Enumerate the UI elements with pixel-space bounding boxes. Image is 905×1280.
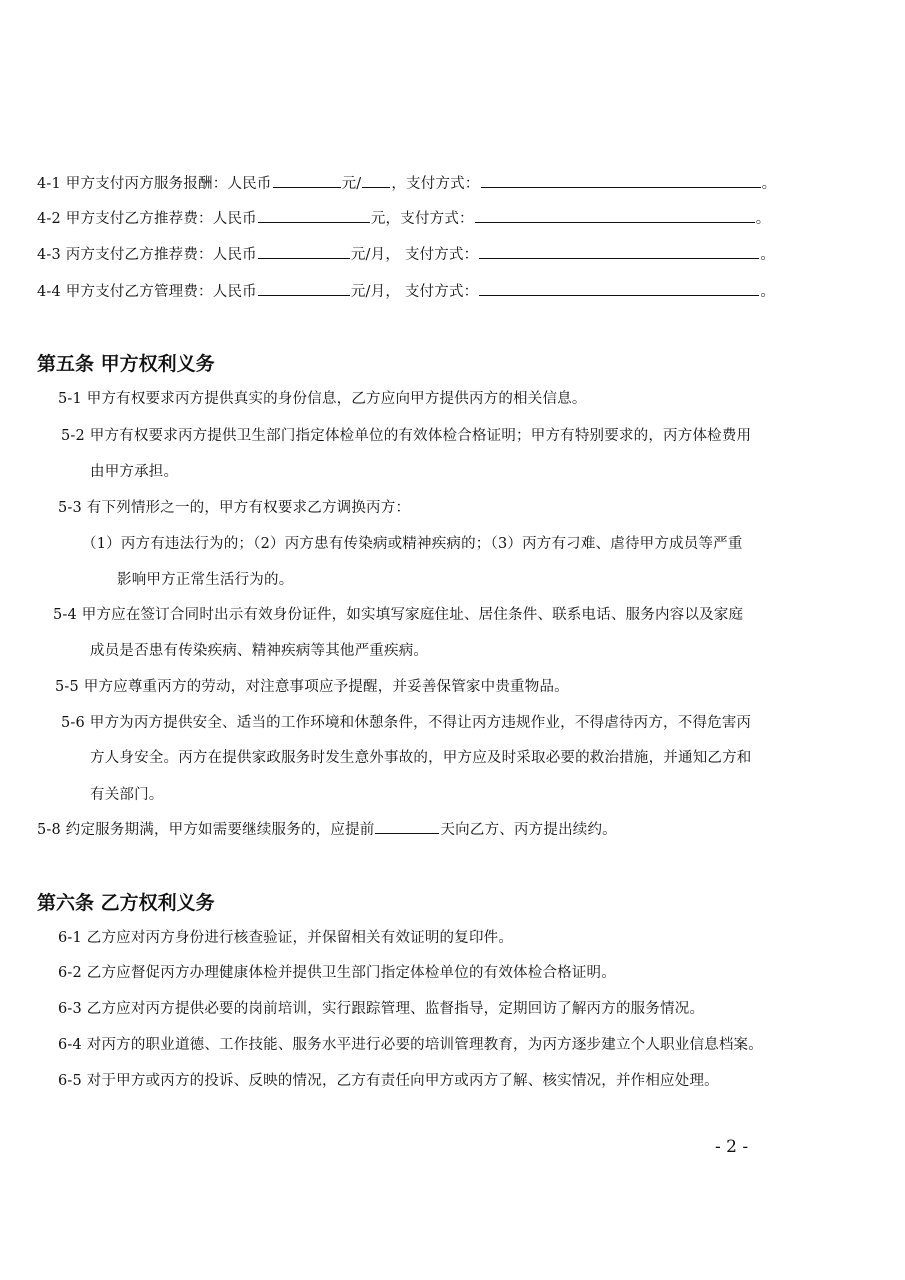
unit-blank [362,173,390,188]
clause-4-4-text-a: 4-4 甲方支付乙方管理费：人民币 [37,284,257,300]
payment-method-blank [481,173,761,188]
clause-4-1-text-d: 。 [761,176,777,192]
clause-5-8-text-b: 天向乙方、丙方提出续约。 [440,822,617,838]
clause-5-8-text-a: 5-8 约定服务期满，甲方如需要继续服务的，应提前 [37,822,375,838]
amount-blank [258,208,370,223]
clause-4-4-text-b: 元/月， 支付方式： [350,284,479,300]
clause-4-1-text-a: 4-1 甲方支付丙方服务报酬：人民币 [37,176,272,192]
page-number: - 2 - [715,1137,749,1157]
days-blank [375,819,439,834]
clause-6-4: 6-4 对丙方的职业道德、工作技能、服务水平进行必要的培训管理教育，为丙方逐步建立个人职业信息档案。 [58,1037,763,1053]
clause-4-3-text-a: 4-3 丙方支付乙方推荐费：人民币 [37,247,257,263]
clause-5-4-line-1: 5-4 甲方应在签订合同时出示有效身份证件，如实填写家庭住址、居住条件、联系电话、服务内容以及家庭 [53,607,744,623]
clause-4-1-text-b: 元/ [341,176,362,192]
clause-5-5: 5-5 甲方应尊重丙方的劳动，对注意事项应予提醒，并妥善保管家中贵重物品。 [55,679,569,695]
clause-5-1: 5-1 甲方有权要求丙方提供真实的身份信息，乙方应向甲方提供丙方的相关信息。 [58,391,587,407]
clause-4-3 [37,243,775,264]
clause-4-2 [37,207,770,228]
clause-4-2-text-b: 元，支付方式： [370,211,474,227]
clause-5-2-line-1: 5-2 甲方有权要求丙方提供卫生部门指定体检单位的有效体检合格证明；甲方有特别要求的，丙方体检费用 [61,428,752,444]
clause-6-2: 6-2 乙方应督促丙方办理健康体检并提供卫生部门指定体检单位的有效体检合格证明。 [58,965,616,981]
clause-5-6-line-2: 方人身安全。丙方在提供家政服务时发生意外事故的，甲方应及时采取必要的救治措施，并通知乙方和 [90,750,752,766]
clause-4-2-text-d: 。 [755,211,771,227]
clause-5-3-items-line-2: 影响甲方正常生活行为的。 [117,572,294,588]
clause-4-4-text-d: 。 [760,284,776,300]
payment-method-blank [475,208,755,223]
clause-4-3-text-d: 。 [760,247,776,263]
clause-6-1: 6-1 乙方应对丙方身份进行核查验证，并保留相关有效证明的复印件。 [58,930,514,946]
clause-4-4 [37,280,775,301]
clause-5-3-items-line-1: （1）丙方有违法行为的；（2）丙方患有传染病或精神疾病的；（3）丙方有刁难、虐待甲方成员等严重 [82,536,743,552]
amount-blank [258,244,350,259]
clause-6-3: 6-3 乙方应对丙方提供必要的岗前培训，实行跟踪管理、监督指导，定期回访了解丙方的服务情况。 [58,1001,705,1017]
amount-blank [258,281,350,296]
amount-blank [273,173,341,188]
clause-5-3: 5-3 有下列情形之一的，甲方有权要求乙方调换丙方： [58,500,411,516]
clause-5-6-line-1: 5-6 甲方为丙方提供安全、适当的工作环境和休憩条件，不得让丙方违规作业，不得虐待丙方，不得危害丙 [61,715,752,731]
clause-4-1-text-c: ，支付方式： [391,176,480,192]
clause-5-4-line-2: 成员是否患有传染疾病、精神疾病等其他严重疾病。 [90,643,429,659]
section-6-heading: 第六条 乙方权利义务 [37,892,215,914]
clause-6-5: 6-5 对于甲方或丙方的投诉、反映的情况，乙方有责任向甲方或丙方了解、核实情况，并作相应处理。 [58,1073,719,1089]
section-5-heading: 第五条 甲方权利义务 [37,353,215,375]
clause-4-2-text-a: 4-2 甲方支付乙方推荐费：人民币 [37,211,257,227]
clause-5-6-line-3: 有关部门。 [90,787,164,803]
clause-5-2-line-2: 由甲方承担。 [90,464,179,480]
payment-method-blank [479,281,759,296]
payment-method-blank [479,244,759,259]
clause-5-8 [37,818,617,839]
clause-4-3-text-b: 元/月， 支付方式： [350,247,479,263]
clause-4-1 [37,172,776,193]
